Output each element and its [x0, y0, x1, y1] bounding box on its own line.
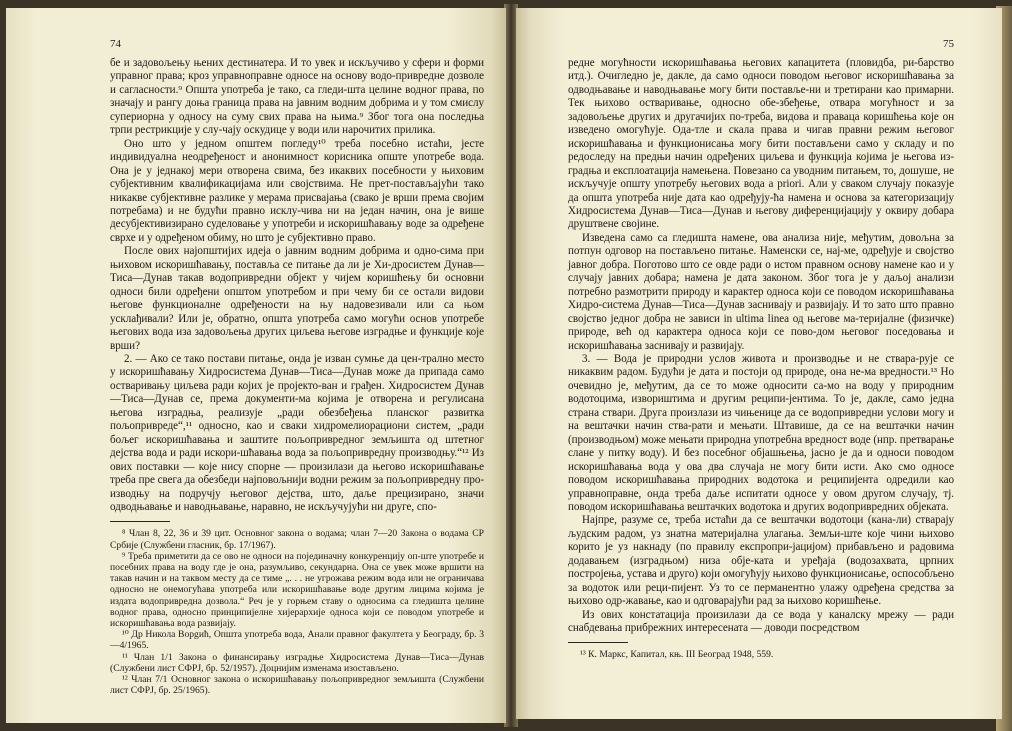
paragraph: 2. — Ако се тако постави питање, онда је изван сумње да цен-трално место у искоришћавању Хидросистема Дунав—Тиса—Дунав може да припада само остваривању циљева ради којих је пројекто-ван и грађен. Хидросистем Дунав—Тиса—Дунав се, према документи-ма којима је отворена и регулисана његова изградња, реализује „ради обезбеђења планског развитка пољопривреде“,¹¹ односно, као и сваки хидромелиорациони систем, „ради бољег искоришћавања и заштите пољопривредног земљишта од штетног дејства вода и ради искори-шћавања вода за пољопривредну производњу.“¹² Из ових поставки — које нису спорне — произилази да његово искоришћавање треба пре свега да обезбеди најповољнији водни режим за пољопривредну про-изводњу на подручју његовог дејства, што, даље прецизирано, значи одводњавање и наводњавање, наравно, не искључујући ни друге, спо- [110, 352, 484, 513]
footnote: ¹² Члан 7/1 Основног закона о искоришћавању пољопривредног земљишта (Службени лист СФРЈ, бр. 25/1965). [110, 674, 484, 697]
left-page [6, 8, 506, 723]
footnote: ¹⁰ Др Никола Ворgић, Општа употреба вода, Анали правног факултета у Београду, бр. 3—4/1965. [110, 629, 484, 652]
right-footnotes [568, 649, 954, 660]
page-number-left: 74 [110, 38, 121, 50]
footnote: ¹³ К. Маркс, Капитал, књ. III Београд 1948, 559. [580, 649, 774, 661]
paragraph: Најпре, разуме се, треба истаћи да се вештачки водотоци (кана-ли) стварају људским радом, уз знатна материјална улагања. Земљи-ште које чини њихово корито је уз накнаду (по правилу експропри-јацијом) прибављено и радовима додавањем (изградњом) низа објe-ката и уређаја (водозахвата, црпних постројења, устава и друго) који омогућују њихово функционисање, оспособљено за водоток или реци-пијент. Уз то се перманентно улажу одређена средства за њихово одр-жавање, као и одговарајући рад за њихово коришћење. [568, 514, 954, 608]
footnote: ¹¹ Члан 1/1 Закона о финансирању изградње Хидросистема Дунав—Тиса—Дунав (Службени лист СФРЈ, бр. 52/1957). Доцнијим изменама изостављено. [110, 651, 484, 674]
left-body-text [110, 57, 484, 514]
paragraph: Из ових констатација произилази да се вода у каналску мрежу — ради снабдевања прибрежних интересената — доводи посредством [568, 608, 954, 635]
right-body-text [568, 57, 954, 635]
paragraph: Изведена само са гледишта намене, ова анализа није, међутим, довољна за потпун одговор на постављено питање. Наменски се, нај-ме, одређује и својство јавног добра. Поготово што се овде ради о истом правном основу намене као и у случају јавних добара; намена је дата законом. Због тога је у даљој анализи потребно размотрити природу и карактер односа који се поводом искоришћавања Хидро-система Дунав—Тиса—Дунав заснивају и развијају. И то зато што правно својство једног добра не зависи in ultima linea од његове ма-теријалне (физичке) природе, већ од карактера односа који се пово-дом његовог поседовања и искоришћавања заснивају и развијају. [568, 231, 954, 352]
paragraph: 3. — Вода је природни услов живота и производње и не ствара-рује се никаквим радом. Будући је дата и постоји од природе, она не-ма вредности.¹³ Но очевидно је, међутим, да се то може односити са-мо на воду у природним водотоцима, извориштима и другим реципи-јентима. То је, дакле, само једна страна ствари. Друга произлази из чињенице да се водопривредни услови могу и на вештачки начин ства-рати и мењати. Штавише, да се на вештачки начин (производњом) може мењати природна употребна вредност воде (нпр. претварање слане у питку воду). И без посебног објашњења, јасно је да и односи поводом искоришћавања вода у ова два случаја не могу бити исти. Ако смо односе поводом искоришћавања природних водотока и реципијента одредили као управноправне, онда треба даље испитати односе у овом другом случају, тј. поводом искоришћавања вештачких водотока и других водопривредних објеката. [568, 352, 954, 513]
paragraph: редне могућности искоришћавања његових капацитета (пловидба, ри-барство итд.). Очигледно је, дакле, да само односи поводом његовог искоришћавања за одводњавање и наводњавање могу бити поставље-ни и третирани као примарни. Тек њиховo остваривање, односно обе-збеђење, отвара могућност и за задовољење других и другачијих по-треба, видова и праваца коришћења које он изведено омогућује. Ода-тле и скала права и чигав правни режим његовог искоришћавања и функционисања могу бити постављени само у складу и по редоследу на предњи начин одређених циљева и функција којима је његова из-градња и експлоатација намењена. Повезано са уводним питањем, то, дошуше, не искључује општу употребу његових вода a priori. Али у сваком случају показује да општа употреба није дата као одређују-ћа намена и основа за категоризацију Хидросистема Дунав—Тиса—Дунав и његову диференцијацију у оквиру добара друштвене својине. [568, 57, 954, 231]
footnote-divider [110, 521, 170, 522]
paragraph: Оно што у једном општем погледу¹⁰ треба посебно истаћи, јесте индивидуална неодређеност и анонимност корисника опште употребе вода. Она је у једнакој мери отворена свима, без икаквих посебности у њиховим субјективним квалификацијама или својствима. Не прет-постављајући тако никакве субјективне разлике у мерама присвајања (свако је врши према својим потребама) и не будући правно исклу-чива ни на један начин, она је више десубјективизирано суделовање у употреби и искоришћавању воде за одређене сврхе и у одређеном обиму, но што је субјективно право. [110, 137, 484, 244]
footnote: ⁹ Треба приметити да се ово не односи на појединачну конкуренцију оп-ште употребе и посебних права на воду где је она, разумљиво, секундарна. Она се увек може вршити на такав начин и на таквом месту да се тиме „. . . не угрожава режим вода или не ограничава односно не онемогућава употреба или искоришћавање воде другим лицима којима је издата водопривредна дозвола.“ Реч је у горњем ставу о односима са гледишта целине водног права, односно принципијелне хијерархије односа који се поводом употребе и искоришћавања вода развијају. [110, 550, 484, 630]
left-footnotes [110, 528, 484, 696]
paragraph: бе и задовољењу њених дестинатера. И то увек и искључиво у сфери и форми управног права; кроз управноправне односе на основу водо-привредне дозволе и сагласности.⁹ Општа употреба је тако, са гледи-шта целине водног права, по значају и рангу доња граница права на јавним водним добрима и у том смислу супериорна у односу на суму свих права на њима.⁹ Због тога она последња трпи рестрикције у слу-чају оскудице у води или нарочитих прилика. [110, 57, 484, 137]
paragraph: После ових најопштијих идеја о јавним водним добрима и одно-сима при њиховом искоришћавању, постављa се питање да ли је Хи-дросистем Дунав—Тиса—Дунав такав водопривредни објект у чијем коришћењу би основни односи били одређени општом употребом и при чему би се остали видови његове функционалне одређености на њу надовезивали или са њом усклађивали? Или је, обратно, општа употреба само могући основ употребе његових вода иза задовољења других циљева његове изградње и функције које врши? [110, 245, 484, 352]
footnote: ⁸ Члан 8, 22, 36 и 39 цит. Основног закона о водама; члан 7—20 Закона о водама СР Србије (Службени гласник, бр. 17/1967). [110, 528, 484, 551]
right-page [516, 8, 1002, 719]
footnote-divider [568, 642, 628, 643]
page-number-right: 75 [943, 38, 954, 50]
